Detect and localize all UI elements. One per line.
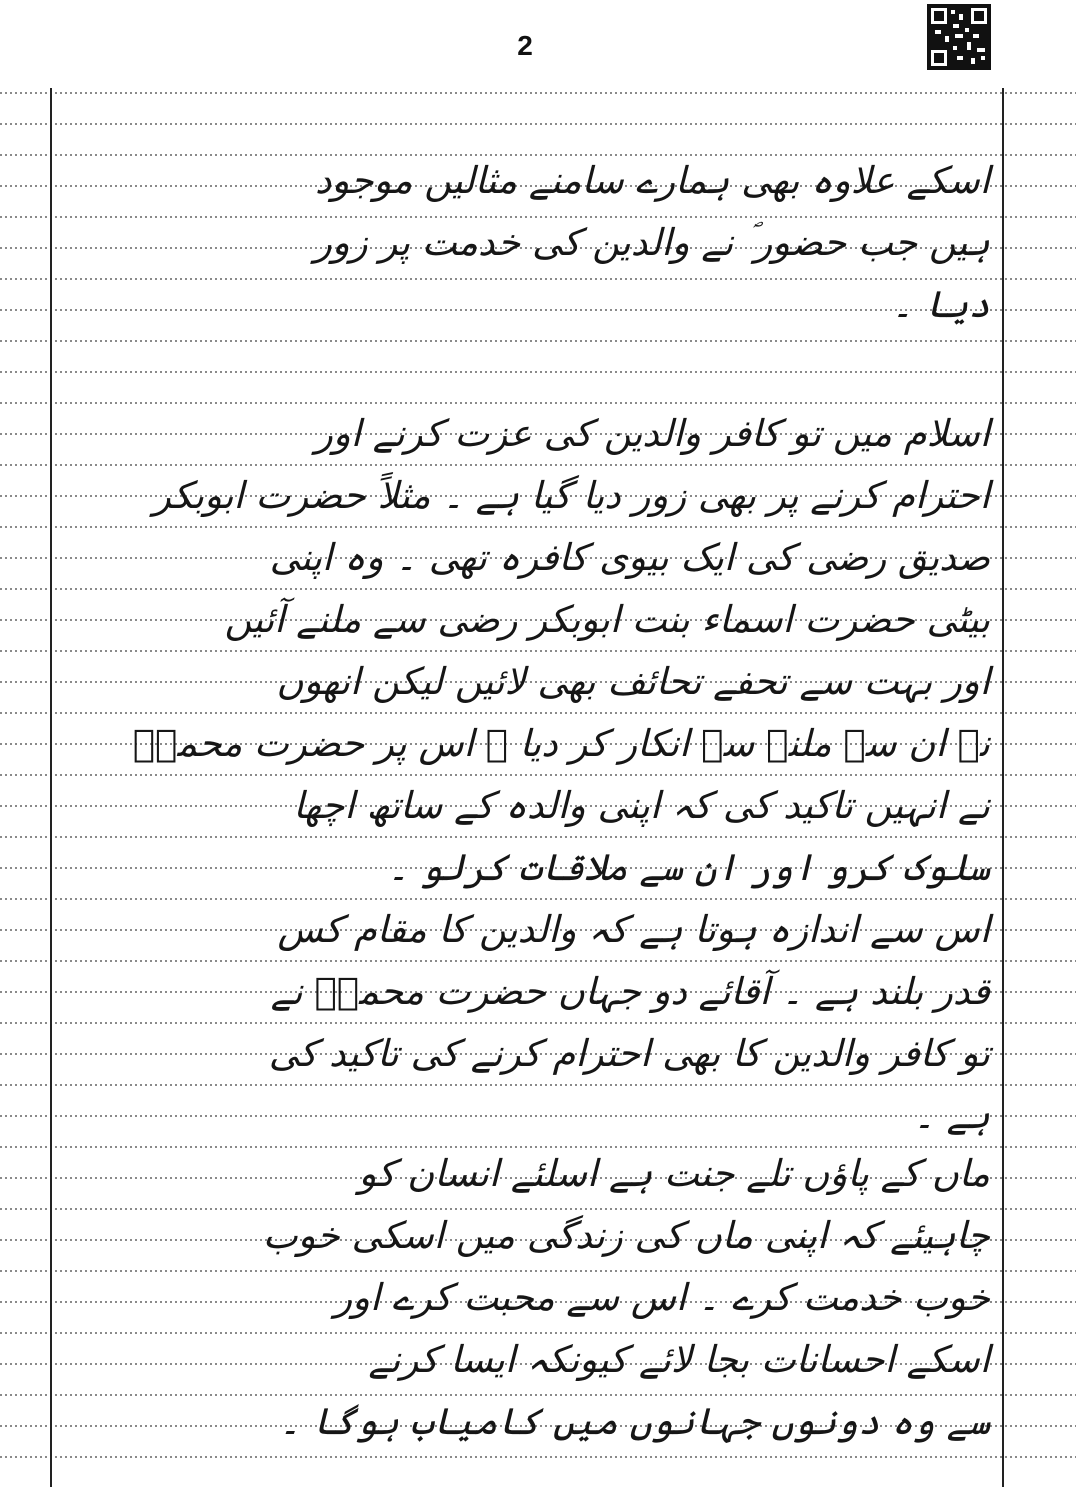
text-line: اسلام میں تو کافر والدین کی عزت کرنے اور	[314, 412, 990, 455]
left-margin-line	[50, 88, 52, 1487]
text-line: تو کافر والدین کا بھی احترام کرنے کی تاکید کی	[268, 1032, 990, 1075]
text-line: ہے ۔	[913, 1094, 990, 1137]
paragraph-3	[70, 1143, 990, 1453]
text-line: ہیں جب حضور ؐ نے والدین کی خدمت پر زور	[314, 221, 990, 264]
text-line: اسکے علاوہ بھی ہمارے سامنے مثالیں موجود	[315, 159, 990, 202]
text-line: بیٹی حضرت اسماء بنت ابوبکر رضی سے ملنے آئیں	[224, 598, 990, 641]
right-margin-line	[1002, 88, 1004, 1487]
text-line: احترام کرنے پر بھی زور دیا گیا ہے ۔ مثلاً حضرت ابوبکر	[152, 474, 990, 517]
text-line: نے انہیں تاکید کی کہ اپنی والدہ کے ساتھ اچھا	[293, 784, 990, 827]
paragraph-1	[70, 150, 990, 336]
text-line: اس سے اندازہ ہوتا ہے کہ والدین کا مقام کس	[277, 908, 990, 951]
text-line: اسکے احسانات بجا لائے کیونکہ ایسا کرنے	[368, 1338, 990, 1381]
text-line: سے وہ دونوں جہانوں میں کامیاب ہوگا ۔	[278, 1400, 990, 1443]
paragraph-2	[70, 403, 990, 1147]
text-line: خوب خدمت کرے ۔ اس سے محبت کرے اور	[334, 1276, 990, 1319]
page-number: 2	[517, 30, 533, 61]
text-line: ماں کے پاؤں تلے جنت ہے اسلئے انسان کو	[358, 1152, 990, 1195]
text-line: دیا ۔	[891, 283, 990, 326]
text-line: صدیق رضی کی ایک بیوی کافرہ تھی ۔ وہ اپنی	[269, 536, 990, 579]
text-line: قدر بلند ہے ۔ آقائے دو جہاں حضرت محمدؐ نے	[270, 970, 990, 1013]
text-line: اور بہت سے تحفے تحائف بھی لائیں لیکن انھوں	[276, 660, 990, 703]
text-line: نے ان سے ملنے سے انکار کر دیا ۔ اس پر حضرت محمدؐ	[132, 722, 990, 765]
text-line: سلوک کرو اور ان سے ملاقات کرلو ۔	[387, 846, 990, 889]
text-line: چاہیئے کہ اپنی ماں کی زندگی میں اسکی خوب	[262, 1214, 990, 1257]
